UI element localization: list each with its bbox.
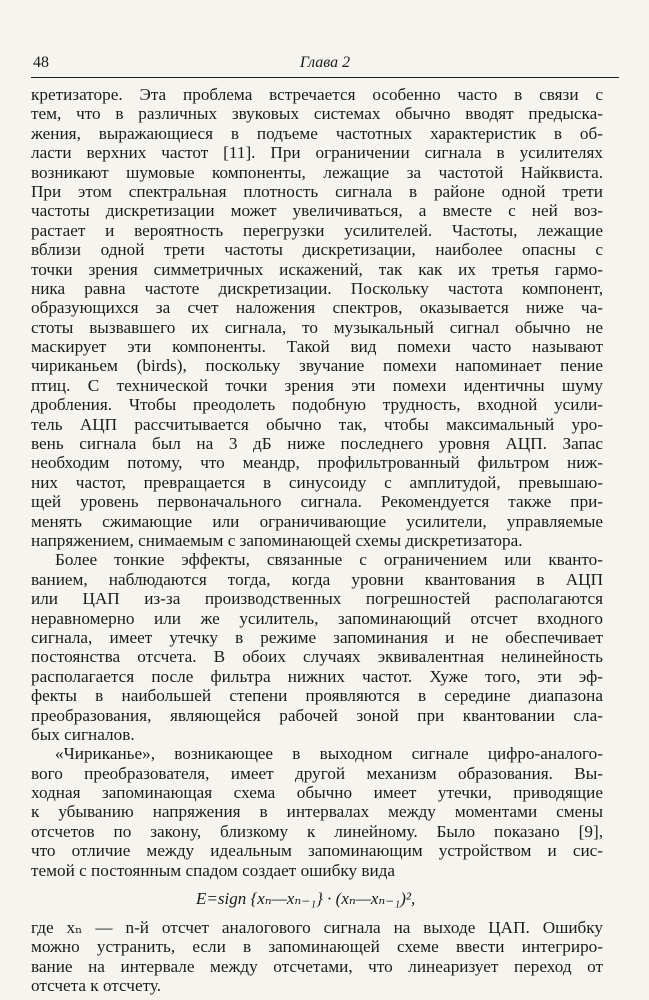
text-line: щей уровень первоначального сигнала. Рекомендуется также при-	[31, 492, 603, 512]
text-line: чириканьем (birds), поскольку звучание помехи напоминает пение	[31, 356, 603, 376]
text-line: темой с постоянным спадом создает ошибку вида	[31, 860, 396, 880]
body-text	[31, 85, 603, 996]
text-line: необходим потому, что меандр, профильтрованный фильтром ниж-	[31, 453, 603, 473]
text-line: Более тонкие эффекты, связанные с ограничением или кванто-	[55, 550, 603, 570]
text-line: напряжением, снимаемым с запоминающей схемы дискретизатора.	[31, 530, 523, 550]
text-line: преобразования, являющейся рабочей зоной при квантовании сла-	[31, 705, 603, 725]
text-line: кретизаторе. Эта проблема встречается особенно часто в связи с	[31, 85, 603, 104]
text-line: точки зрения симметричных искажений, так как их третья гармо-	[31, 259, 603, 279]
text-line: постоянства отсчета. В обоих случаях эквивалентная нелинейность	[31, 647, 603, 667]
text-line: можно устранить, если в запоминающей схеме ввести интегриро-	[31, 937, 603, 957]
text-line: сигнала, имеет утечку в режиме запоминания и не обеспечивает	[31, 627, 603, 647]
text-line: неравномерно или же усилитель, запоминающий отсчет входного	[31, 608, 603, 628]
text-line: или ЦАП из-за производственных погрешностей располагаются	[31, 589, 603, 609]
text-line: вание на интервале между отсчетами, что линеаризует переход от	[31, 956, 603, 976]
text-line: них частот, превращается в синусоиду с амплитудой, превышаю-	[31, 472, 603, 492]
page-number: 48	[33, 54, 49, 71]
text-line: «Чириканье», возникающее в выходном сигнале цифро-аналого-	[55, 744, 603, 764]
text-line: частоты дискретизации может увеличиваться, а вместе с ней воз-	[31, 201, 603, 221]
text-line: вого преобразователя, имеет другой механизм образования. Вы-	[31, 763, 603, 783]
text-line: возникают шумовые компоненты, лежащие за частотой Найквиста.	[31, 162, 603, 182]
chapter-title: Глава 2	[299, 54, 351, 71]
text-line: вблизи одной трети частоты дискретизации, наиболее опасны с	[31, 240, 603, 260]
text-line: маскирует эти компоненты. Такой вид помехи часто называют	[31, 337, 603, 357]
text-line: где xₙ — n-й отсчет аналогового сигнала на выходе ЦАП. Ошибку	[31, 918, 603, 938]
text-line: птиц. С технической точки зрения эти помехи идентичны шуму	[31, 375, 603, 395]
text-line: ванием, наблюдаются тогда, когда уровни квантования в АЦП	[31, 569, 603, 589]
text-line: ника равна частоте дискретизации. Поскольку частота компонент,	[31, 278, 603, 298]
text-line: растает и вероятность перегрузки усилителей. Частоты, лежащие	[31, 220, 603, 240]
text-line: отсчетов по закону, близкому к линейному. Было показано [9],	[31, 821, 603, 841]
text-line: образующихся за счет наложения спектров, оказывается ниже ча-	[31, 298, 603, 318]
text-line: бых сигналов.	[31, 724, 135, 744]
text-line: жения, выражающиеся в подъеме частотных характеристик в об-	[31, 123, 603, 143]
running-header	[31, 53, 619, 78]
text-line: стоты вызвавшего их сигнала, то музыкальный сигнал обычно не	[31, 317, 603, 337]
text-line: отсчета к отсчету.	[31, 976, 162, 996]
text-line: фекты в наибольшей степени проявляются в середине диапазона	[31, 686, 603, 706]
text-line: менять сжимающие или ограничивающие усилители, управляемые	[31, 511, 603, 531]
text-line: вень сигнала был на 3 дБ ниже последнего уровня АЦП. Запас	[31, 434, 603, 454]
text-line: к убыванию напряжения в интервалах между моментами смены	[31, 802, 603, 822]
error-formula: E=sign {xₙ—xₙ₋₁} · (xₙ—xₙ₋₁)²,	[196, 889, 416, 909]
text-line: дробления. Чтобы преодолеть подобную трудность, входной усили-	[31, 395, 603, 415]
text-line: При этом спектральная плотность сигнала в районе одной трети	[31, 181, 603, 201]
text-line: ходная запоминающая схема обычно имеет утечки, приводящие	[31, 783, 603, 803]
text-line: тем, что в различных звуковых системах обычно вводят предыска-	[31, 104, 603, 124]
text-line: тель АЦП рассчитывается обычно так, чтобы максимальный уро-	[31, 414, 603, 434]
text-line: ласти верхних частот [11]. При ограничении сигнала в усилителях	[31, 143, 603, 163]
text-line: располагается после фильтра нижних частот. Хуже того, эти эф-	[31, 666, 603, 686]
text-line: что отличие между идеальным запоминающим устройством и сис-	[31, 841, 603, 861]
